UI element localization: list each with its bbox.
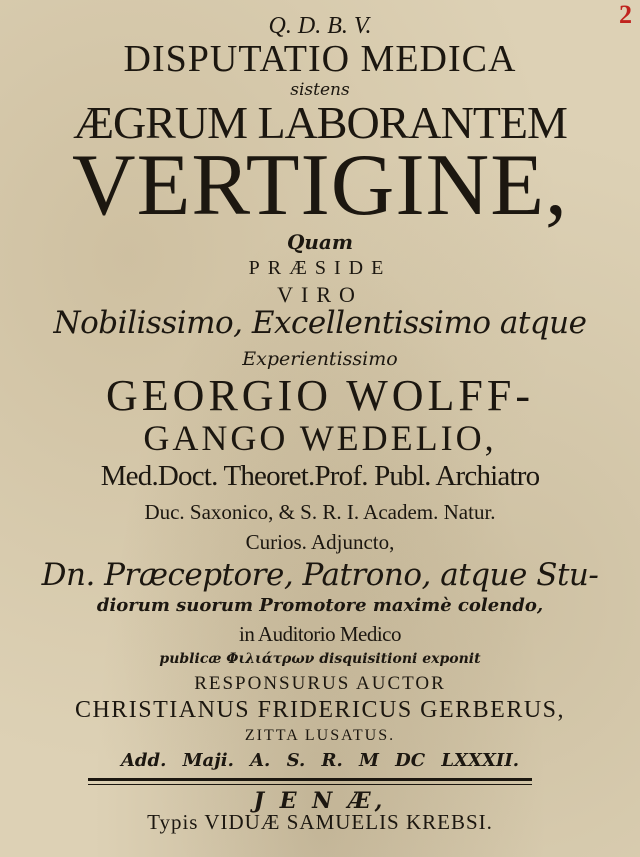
praeses-titles-line-3: Curios. Adjuncto,: [245, 530, 395, 554]
title-line-1: DISPUTATIO MEDICA: [123, 38, 517, 80]
respondent-role: RESPONSURUS AUCTOR: [194, 673, 446, 694]
dedicatory-line-1: Dn. Præceptore, Patrono, atque Stu-: [41, 557, 599, 593]
praeses-name-line-2: GANGO WEDELIO,: [143, 418, 497, 458]
title-line-3: ÆGRUM LABORANTEM: [73, 97, 567, 148]
respondent-name: CHRISTIANUS FRIDERICUS GERBERUS,: [74, 697, 566, 723]
page-number: 2: [619, 0, 632, 29]
honorifics-line-1: Nobilissimo, Excellentissimo atque: [53, 305, 587, 341]
date-line: Add. Maji. A. S. R. M DC LXXXII.: [120, 750, 520, 771]
praeses-titles-line-2: Duc. Saxonico, & S. R. I. Academ. Natur.: [144, 500, 496, 524]
praeside-line: PRÆSIDE: [248, 257, 392, 279]
honorifics-line-2: Experientissimo: [242, 348, 398, 370]
praeses-name-line-1: GEORGIO WOLFF-: [106, 371, 534, 420]
imprint-place: J E N Æ,: [253, 788, 387, 814]
divider-rule-thick: [88, 778, 532, 781]
dedicatory-line-2: diorum suorum Promotore maximè colendo,: [96, 595, 544, 616]
exposition-line: publicæ Φιλιάτρων disquisitioni exponit: [159, 651, 481, 667]
respondent-origin: ZITTA LUSATUS.: [244, 727, 396, 744]
venue-line: in Auditorio Medico: [239, 622, 401, 646]
dedication-line: Q. D. B. V.: [268, 13, 372, 39]
imprint-printer: Typis VIDUÆ SAMUELIS KREBSI.: [147, 810, 493, 834]
title-line-2: sistens: [290, 80, 350, 100]
viro-line: VIRO: [277, 282, 363, 307]
quam-line: Quam: [286, 230, 354, 254]
divider-rule-thin: [88, 784, 532, 785]
title-line-4: VERTIGINE,: [72, 137, 568, 234]
praeses-titles-line-1: Med.Doct. Theoret.Prof. Publ. Archiatro: [100, 460, 540, 492]
